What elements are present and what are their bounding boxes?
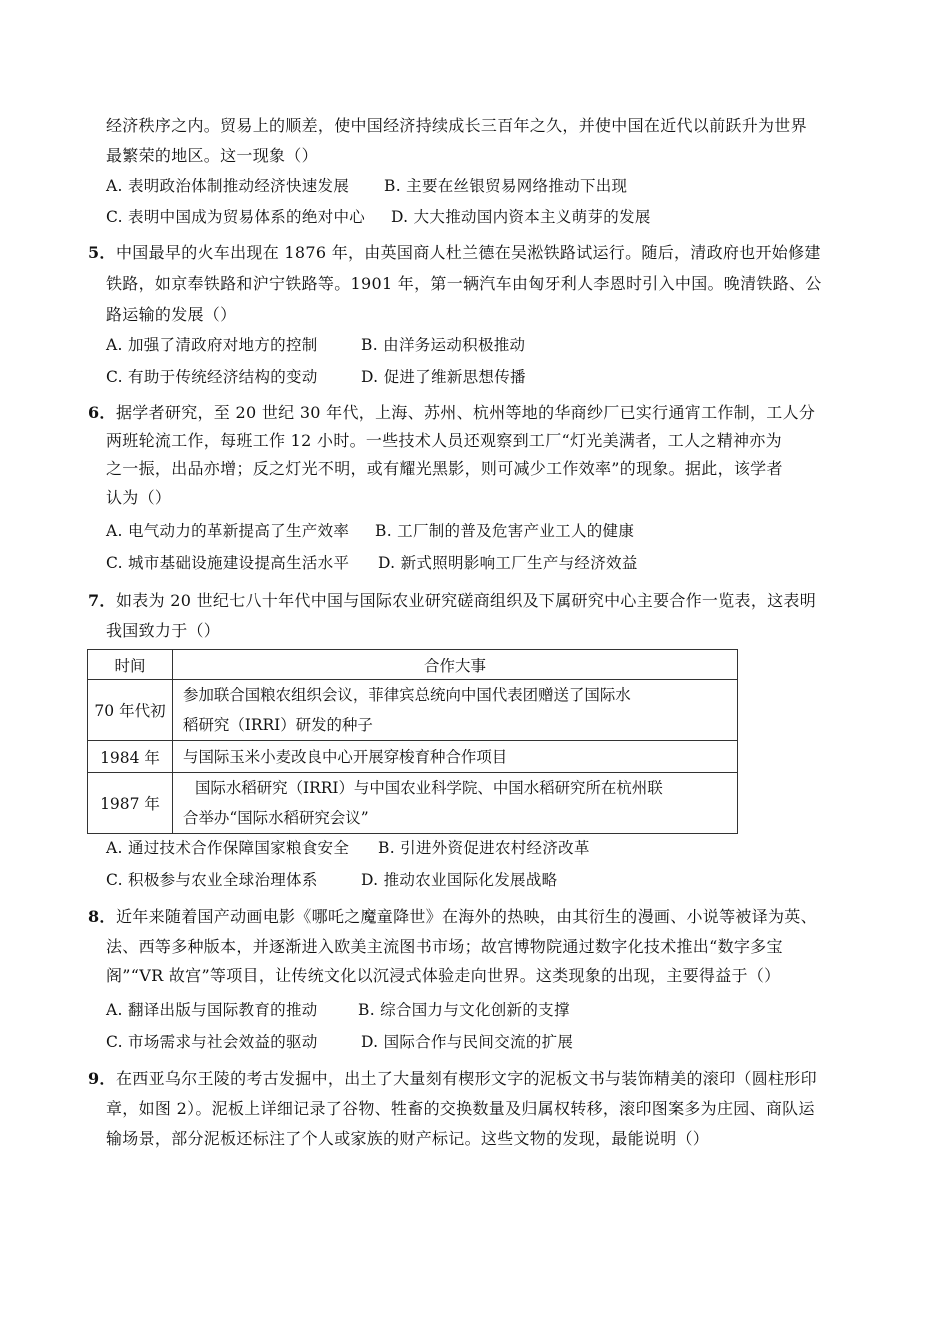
table-row [88, 680, 738, 741]
q4-stem-line2: 最繁荣的地区。这一现象（） [106, 146, 318, 165]
q7-option-d[interactable]: D. 推动农业国际化发展战略 [361, 871, 558, 889]
q5-option-c[interactable]: C. 有助于传统经济结构的变动 [106, 368, 318, 386]
q8-option-b[interactable]: B. 综合国力与文化创新的支撑 [358, 1001, 570, 1019]
q8-number: 8． [88, 907, 116, 926]
q6-stem-line2: 两班轮流工作，每班工作 12 小时。一些技术人员还观察到工厂“灯光美满者，工人之精神亦为 [106, 431, 782, 450]
table-header-time: 时间 [88, 650, 173, 680]
table-header-row [88, 650, 738, 680]
table-row [88, 773, 738, 834]
event-line: 国际水稻研究（IRRI）与中国农业科学院、中国水稻研究所在杭州联 [194, 779, 663, 797]
event-line: 合举办“国际水稻研究会议” [183, 809, 369, 827]
q8-option-a[interactable]: A. 翻译出版与国际教育的推动 [106, 1001, 318, 1019]
q7-stem-line1: 如表为 20 世纪七八十年代中国与国际农业研究磋商组织及下属研究中心主要合作一览表，这表明 [116, 591, 817, 610]
q6-stem-line3: 之一振，出品亦增；反之灯光不明，或有耀光黑影，则可减少工作效率”的现象。据此，该学者 [106, 459, 783, 478]
q9-stem-line1: 在西亚乌尔王陵的考古发掘中，出土了大量刻有楔形文字的泥板文书与装饰精美的滚印（圆柱形印 [116, 1069, 817, 1088]
q7-option-a[interactable]: A. 通过技术合作保障国家粮食安全 [106, 839, 350, 857]
q8-stem-line1: 近年来随着国产动画电影《哪吒之魔童降世》在海外的热映，由其衍生的漫画、小说等被译为英、 [116, 907, 817, 926]
q9-stem-line3: 输场景，部分泥板还标注了个人或家族的财产标记。这些文物的发现，最能说明（） [106, 1129, 710, 1148]
table-cell-time: 1984 年 [88, 741, 173, 773]
q5-stem-line2: 铁路，如京奉铁路和沪宁铁路等。1901 年，第一辆汽车由匈牙利人李恩时引入中国。晚清铁路、公 [106, 274, 822, 293]
q7-number: 7． [88, 591, 116, 610]
q4-stem-line1: 经济秩序之内。贸易上的顺差，使中国经济持续成长三百年之久，并使中国在近代以前跃升为世界 [106, 116, 807, 135]
event-line: 稻研究（IRRI）研发的种子 [183, 716, 373, 734]
q5-option-d[interactable]: D. 促进了维新思想传播 [361, 368, 526, 386]
q6-number: 6． [88, 403, 116, 422]
q8-option-c[interactable]: C. 市场需求与社会效益的驱动 [106, 1033, 318, 1051]
table-cell-time: 1987 年 [88, 773, 173, 834]
q6-option-c[interactable]: C. 城市基础设施建设提高生活水平 [106, 554, 350, 572]
event-line: 与国际玉米小麦改良中心开展穿梭育种合作项目 [183, 747, 508, 766]
q5-option-a[interactable]: A. 加强了清政府对地方的控制 [106, 336, 318, 354]
q5-stem-line3: 路运输的发展（） [106, 305, 237, 324]
table-row [88, 741, 738, 773]
q6-stem-line4: 认为（） [106, 488, 172, 507]
q4-option-b[interactable]: B. 主要在丝银贸易网络推动下出现 [384, 177, 628, 195]
q5-option-b[interactable]: B. 由洋务运动积极推动 [361, 336, 526, 354]
table-cell-time: 70 年代初 [88, 680, 173, 741]
q6-option-d[interactable]: D. 新式照明影响工厂生产与经济效益 [378, 554, 638, 572]
q4-option-c[interactable]: C. 表明中国成为贸易体系的绝对中心 [106, 208, 366, 226]
q6-option-b[interactable]: B. 工厂制的普及危害产业工人的健康 [375, 522, 635, 540]
q4-option-d[interactable]: D. 大大推动国内资本主义萌芽的发展 [391, 208, 651, 226]
table-cell-event [173, 680, 738, 741]
q8-stem-line2: 法、西等多种版本，并逐渐进入欧美主流图书市场；故宫博物院通过数字化技术推出“数字多宝 [106, 937, 783, 956]
table-cell-event [173, 741, 738, 773]
q9-stem-line2: 章，如图 2）。泥板上详细记录了谷物、牲畜的交换数量及归属权转移，滚印图案多为庄园、商队运 [106, 1099, 815, 1118]
q9-number: 9． [88, 1069, 116, 1088]
q5-stem-line1: 中国最早的火车出现在 1876 年，由英国商人杜兰德在吴淞铁路试运行。随后，清政府也开始修建 [116, 243, 821, 262]
q5-number: 5． [88, 243, 116, 262]
q7-option-c[interactable]: C. 积极参与农业全球治理体系 [106, 871, 318, 889]
event-line: 参加联合国粮农组织会议，菲律宾总统向中国代表团赠送了国际水 [183, 686, 631, 704]
q7-stem-line2: 我国致力于（） [106, 621, 221, 640]
q6-option-a[interactable]: A. 电气动力的革新提高了生产效率 [106, 522, 350, 540]
q4-option-a[interactable]: A. 表明政治体制推动经济快速发展 [106, 177, 350, 195]
q6-stem-line1: 据学者研究，至 20 世纪 30 年代，上海、苏州、杭州等地的华商纱厂已实行通宵工作制，工人分 [116, 403, 816, 422]
q8-option-d[interactable]: D. 国际合作与民间交流的扩展 [361, 1033, 574, 1051]
table-cell-event [173, 773, 738, 834]
q8-stem-line3: 阁”“VR 故宫”等项目，让传统文化以沉浸式体验走向世界。这类现象的出现，主要得益于（） [106, 966, 781, 985]
cooperation-table [87, 649, 738, 834]
q7-option-b[interactable]: B. 引进外资促进农村经济改革 [378, 839, 590, 857]
table-header-event: 合作大事 [173, 650, 738, 680]
